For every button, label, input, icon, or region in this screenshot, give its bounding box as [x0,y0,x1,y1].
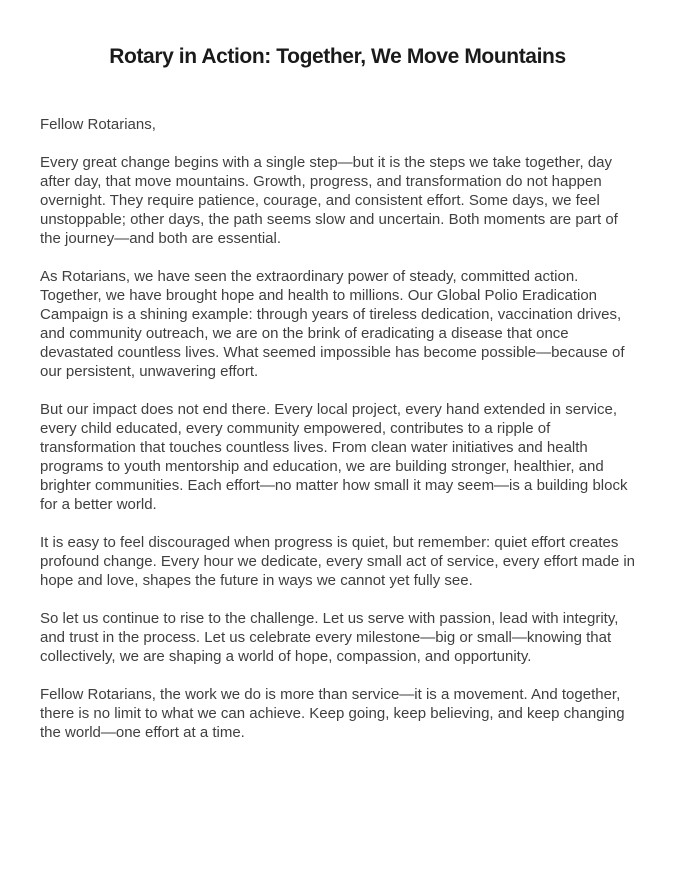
page-title: Rotary in Action: Together, We Move Mountains [109,45,566,68]
letter-paragraph: So let us continue to rise to the challenge. Let us serve with passion, lead with integrity, and trust in the process. Let us celebrate every milestone—big or small—knowing that collectively, we are shaping a world of hope, compassion, and opportunity. [40,610,619,665]
letter-paragraph: As Rotarians, we have seen the extraordinary power of steady, committed action. Together, we have brought hope and health to millions. Our Global Polio Eradication Campaign is a shining example: through years of tireless dedication, vaccination drives, and community outreach, we are on the brink of eradicating a disease that once devastated countless lives. What seemed impossible has become possible—because of our persistent, unwavering effort. [40,268,625,380]
document-page [0,42,675,891]
letter-paragraph: Fellow Rotarians, the work we do is more than service—it is a movement. And together, there is no limit to what we can achieve. Keep going, keep believing, and keep changing the world—one effort at a time. [40,686,625,741]
letter-paragraph: It is easy to feel discouraged when progress is quiet, but remember: quiet effort creates profound change. Every hour we dedicate, every small act of service, every effort made in hope and love, shapes the future in ways we cannot yet fully see. [40,534,636,589]
letter-paragraph: Every great change begins with a single step—but it is the steps we take together, day after day, that move mountains. Growth, progress, and transformation do not happen overnight. They require patience, courage, and consistent effort. Some days, we feel unstoppable; other days, the path seems slow and uncertain. Both moments are part of the journey—and both are essential. [40,154,618,247]
salutation: Fellow Rotarians, [40,116,156,133]
letter-body [40,115,638,742]
letter-paragraph: But our impact does not end there. Every local project, every hand extended in service, every child educated, every community empowered, contributes to a ripple of transformation that touches countless lives. From clean water initiatives and health programs to youth mentorship and education, we are building stronger, healthier, and brighter communities. Each effort—no matter how small it may seem—is a building block for a better world. [40,401,628,513]
